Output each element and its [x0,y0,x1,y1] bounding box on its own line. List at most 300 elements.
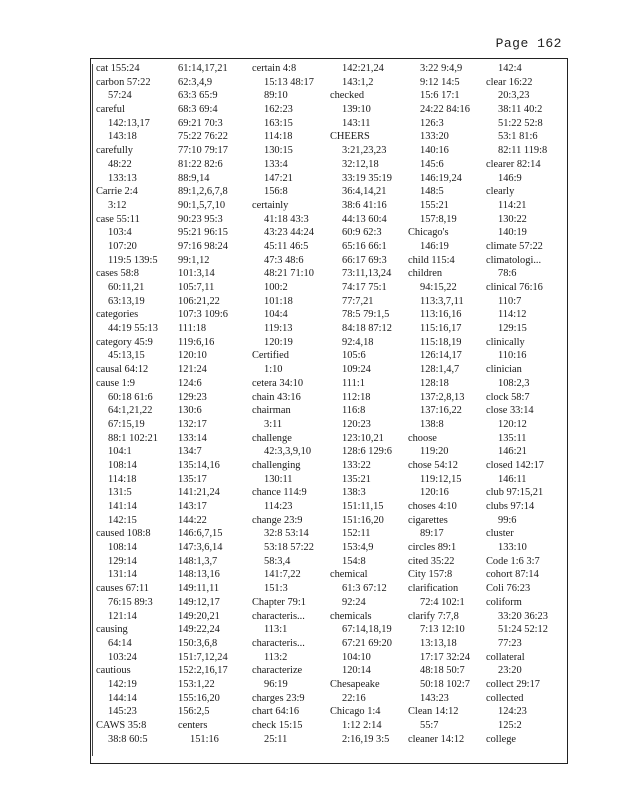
index-ref: 107:20 [108,240,137,252]
index-entry: cohort 87:14 [486,569,539,581]
index-entry: chemical [330,569,368,581]
index-ref: 146:11 [498,473,527,485]
index-entry: 120:10 [178,350,207,362]
index-ref: 67:14,18,19 [342,624,392,636]
index-entry: 135:17 [178,473,207,485]
margin-rule [92,64,93,756]
index-entry: 149:22,24 [178,624,220,636]
index-ref: 104:4 [264,309,288,321]
index-entry: Carrie 2:4 [96,186,138,198]
index-entry: chemicals [330,610,372,622]
index-entry: cetera 34:10 [252,377,304,389]
index-entry: Chicago 1:4 [330,706,381,718]
index-entry: charges 23:9 [252,692,305,704]
index-ref: 119:12,15 [420,473,462,485]
index-entry: challenging [252,459,301,471]
index-entry: cases 58:8 [96,268,139,280]
index-entry: category 45:9 [96,336,153,348]
index-ref: 115:18,19 [420,336,462,348]
index-ref: 65:16 66:1 [342,240,387,252]
index-entry: 121:24 [178,364,207,376]
index-ref: 44:13 60:4 [342,213,387,225]
index-ref: 22:16 [342,692,366,704]
index-entry: caused 108:8 [96,528,151,540]
index-ref: 133:13 [108,172,137,184]
index-ref: 156:8 [264,186,288,198]
index-entry: chart 64:16 [252,706,300,718]
index-ref: 130:15 [264,145,293,157]
index-entry: cigarettes [408,514,448,526]
index-ref: 133:20 [420,131,449,143]
index-entry: 63:3 65:9 [178,90,218,102]
index-ref: 114:18 [264,131,293,143]
index-ref: 146:9 [498,172,522,184]
index-ref: 104:1 [108,446,132,458]
index-ref: 113:3,7,11 [420,295,464,307]
index-column-6 [486,62,548,746]
index-ref: 45:13,15 [108,350,145,362]
index-ref: 63:13,19 [108,295,145,307]
index-ref: 94:15,22 [420,282,457,293]
index-entry: choose [408,432,437,444]
index-entry: 153:1,22 [178,678,215,690]
index-ref: 76:15 89:3 [108,596,153,608]
index-ref: 104:10 [342,651,371,663]
index-entry: 144:22 [178,514,207,526]
index-entry: causes 67:11 [96,583,149,595]
index-entry: 149:12,17 [178,596,220,608]
index-entry: 141:21,24 [178,487,220,499]
index-ref: 1:12 2:14 [342,720,382,731]
index-ref: 140:19 [498,227,527,239]
index-ref: 142:15 [108,514,137,526]
index-ref: 155:21 [420,199,449,211]
index-ref: 72:4 102:1 [420,596,465,608]
index-ref: 142:21,24 [342,63,384,74]
index-ref: 142:4 [498,63,522,74]
index-entry: clinical 76:16 [486,282,543,293]
index-ref: 78:5 79:1,5 [342,309,390,321]
index-ref: 138:8 [420,418,444,430]
index-entry: 147:3,6,14 [178,542,223,554]
index-ref: 128:1,4,7 [420,364,460,376]
index-entry: carefully [96,145,133,157]
index-entry: Coli 76:23 [486,583,531,595]
index-entry: characteris... [252,610,305,622]
index-entry: 105:7,11 [178,282,215,293]
index-ref: 24:22 84:16 [420,104,470,116]
index-ref: 120:12 [498,418,527,430]
index-ref: 64:1,21,22 [108,405,153,417]
index-entry: 107:3 109:6 [178,309,228,321]
index-entry: 135:14,16 [178,459,220,471]
index-ref: 55:7 [420,720,439,731]
index-entry: cautious [96,665,131,677]
index-ref: 141:14 [108,501,137,512]
index-ref: 143:11 [342,117,371,129]
index-ref: 48:21 71:10 [264,268,314,280]
index-entry: 151:7,12,24 [178,651,228,663]
index-ref: 137:16,22 [420,405,462,417]
index-ref: 113:1 [264,624,288,636]
index-entry: 129:23 [178,391,207,403]
index-ref: 60:11,21 [108,282,145,293]
index-ref: 60:18 61:6 [108,391,153,403]
index-ref: 38:11 40:2 [498,104,543,116]
index-entry: clearer 82:14 [486,158,541,170]
index-ref: 96:19 [264,678,288,690]
index-entry: children [408,268,443,280]
index-ref: 67:15,19 [108,418,145,430]
index-ref: 133:4 [264,158,288,170]
index-ref: 126:3 [420,117,444,129]
index-entry: clock 58:7 [486,391,530,403]
index-column-4 [330,62,392,746]
index-ref: 89:10 [264,90,288,102]
index-entry: CAWS 35:8 [96,720,147,731]
index-entry: cleaner 14:12 [408,733,465,745]
index-ref: 157:8,19 [420,213,457,225]
index-entry: child 115:4 [408,254,455,266]
index-entry: 88:9,14 [178,172,210,184]
index-ref: 50:18 102:7 [420,678,470,690]
index-ref: 48:18 50:7 [420,665,465,677]
index-ref: 151:3 [264,583,288,595]
index-ref: 15:6 17:1 [420,90,460,102]
index-column-5 [408,62,470,746]
index-ref: 48:22 [108,158,132,170]
index-entry: 130:6 [178,405,202,417]
index-ref: 114:21 [498,199,527,211]
index-ref: 154:8 [342,555,366,567]
index-entry: club 97:15,21 [486,487,544,499]
index-entry: cluster [486,528,514,540]
index-entry: City 157:8 [408,569,453,581]
index-ref: 120:19 [264,336,293,348]
index-ref: 51:22 52:8 [498,117,543,129]
index-ref: 163:15 [264,117,293,129]
index-entry: 124:6 [178,377,202,389]
index-ref: 103:24 [108,651,137,663]
index-entry: check 15:15 [252,720,303,731]
index-entry: 155:16,20 [178,692,220,704]
index-ref: 143:18 [108,131,137,143]
index-entry: close 33:14 [486,405,534,417]
page-number: Page 162 [495,36,562,51]
index-ref: 113:16,16 [420,309,462,321]
index-entry: 134:7 [178,446,202,458]
index-ref: 41:18 43:3 [264,213,309,225]
index-ref: 133:22 [342,459,371,471]
index-entry: characterize [252,665,303,677]
index-ref: 66:17 69:3 [342,254,387,266]
index-ref: 1:10 [264,364,283,376]
index-entry: 77:10 79:17 [178,145,228,157]
index-ref: 124:23 [498,706,527,718]
index-entry: 61:14,17,21 [178,63,228,74]
index-entry: Certified [252,350,289,362]
index-ref: 101:18 [264,295,293,307]
index-ref: 147:21 [264,172,293,184]
index-ref: 3:11 [264,418,283,430]
index-ref: 114:23 [264,501,293,512]
index-entry: Chicago's [408,227,449,239]
index-ref: 142:19 [108,678,137,690]
index-entry: closed 142:17 [486,459,545,471]
index-ref: 143:1,2 [342,76,374,88]
index-ref: 88:1 102:21 [108,432,158,444]
index-ref: 119:13 [264,323,293,335]
index-entry: causing [96,624,128,636]
index-entry: clear 16:22 [486,76,533,88]
index-ref: 131:14 [108,569,137,581]
index-ref: 152:11 [342,528,371,540]
index-entry: climatologi... [486,254,542,266]
index-entry: chose 54:12 [408,459,458,471]
index-ref: 82:11 119:8 [498,145,548,157]
index-ref: 114:12 [498,309,527,321]
index-entry: 99:1,12 [178,254,210,266]
index-entry: 133:14 [178,432,207,444]
index-entry: 148:13,16 [178,569,220,581]
index-column-1 [96,62,158,746]
index-ref: 103:4 [108,227,132,239]
index-ref: 111:1 [342,377,365,389]
index-ref: 33:20 36:23 [498,610,548,622]
index-ref: 162:23 [264,104,293,116]
index-ref: 89:17 [420,528,444,540]
index-entry: Code 1:6 3:7 [486,555,540,567]
index-entry: checked [330,90,365,102]
index-ref: 38:8 60:5 [108,733,148,745]
index-entry: clinician [486,364,522,376]
index-ref: 146:19 [420,240,449,252]
index-ref: 144:14 [108,692,137,704]
index-entry: 148:1,3,7 [178,555,218,567]
index-ref: 47:3 48:6 [264,254,304,266]
index-entry: college [486,733,516,745]
index-entry: 81:22 82:6 [178,158,223,170]
index-ref: 13:13,18 [420,637,457,649]
index-ref: 25:11 [264,733,288,745]
index-ref: 130:22 [498,213,527,225]
index-entry: 150:3,6,8 [178,637,218,649]
index-ref: 64:14 [108,637,132,649]
index-entry: cited 35:22 [408,555,455,567]
index-entry: 143:17 [178,501,207,512]
index-entry: climate 57:22 [486,240,543,252]
index-ref: 23:20 [498,665,522,677]
index-ref: 142:13,17 [108,117,150,129]
index-ref: 92:24 [342,596,366,608]
index-ref: 58:3,4 [264,555,291,567]
index-ref: 139:10 [342,104,371,116]
index-ref: 57:24 [108,90,132,102]
index-ref: 45:11 46:5 [264,240,309,252]
index-entry: cat 155:24 [96,63,140,74]
index-ref: 33:19 35:19 [342,172,392,184]
index-ref: 73:11,13,24 [342,268,392,280]
index-ref: 114:18 [108,473,137,485]
index-entry: chain 43:16 [252,391,301,403]
index-ref: 9:12 14:5 [420,76,460,88]
index-ref: 151:16,20 [342,514,384,526]
index-entry: careful [96,104,125,116]
index-ref: 61:3 67:12 [342,583,387,595]
index-entry: collateral [486,651,525,663]
index-ref: 145:23 [108,706,137,718]
index-ref: 78:6 [498,268,517,280]
index-entry: collected [486,692,524,704]
index-entry: 89:1,2,6,7,8 [178,186,228,198]
index-ref: 42:3,3,9,10 [264,446,312,458]
index-ref: 51:24 52:12 [498,624,548,636]
index-ref: 153:4,9 [342,542,374,554]
index-ref: 128:18 [420,377,449,389]
index-entry: certainly [252,199,289,211]
index-entry: 90:23 95:3 [178,213,223,225]
index-entry: 68:3 69:4 [178,104,218,116]
index-ref: 140:16 [420,145,449,157]
index-entry: clearly [486,186,515,198]
index-entry: 111:18 [178,323,207,335]
index-ref: 7:13 12:10 [420,624,465,636]
index-ref: 74:17 75:1 [342,282,387,293]
index-ref: 146:21 [498,446,527,458]
index-entry: 146:6,7,15 [178,528,223,540]
index-entry: coliform [486,596,522,608]
index-entry: Chapter 79:1 [252,596,306,608]
index-entry: Chesapeake [330,678,380,690]
index-ref: 3:12 [108,199,127,211]
index-ref: 32:12,18 [342,158,379,170]
index-ref: 119:20 [420,446,449,458]
index-ref: 38:6 41:16 [342,199,387,211]
index-entry: 75:22 76:22 [178,131,228,143]
index-ref: 108:14 [108,542,137,554]
index-ref: 84:18 87:12 [342,323,392,335]
index-entry: challenge [252,432,292,444]
index-column-2 [178,62,228,746]
index-ref: 129:15 [498,323,527,335]
index-ref: 145:6 [420,158,444,170]
index-ref: 135:11 [498,432,527,444]
index-entry: centers [178,720,208,731]
index-ref: 110:7 [498,295,522,307]
index-ref: 126:14,17 [420,350,462,362]
index-ref: 36:4,14,21 [342,186,387,198]
index-ref: 110:16 [498,350,527,362]
index-ref: 53:1 81:6 [498,131,538,143]
index-ref: 129:14 [108,555,137,567]
index-entry: 95:21 96:15 [178,227,228,239]
index-entry: 152:2,16,17 [178,665,228,677]
index-ref: 20:3,23 [498,90,530,102]
index-entry: clubs 97:14 [486,501,535,512]
index-ref: 131:5 [108,487,132,499]
index-ref: 137:2,8,13 [420,391,465,403]
index-ref: 116:8 [342,405,366,417]
index-ref: 92:4,18 [342,336,374,348]
index-ref: 67:21 69:20 [342,637,392,649]
index-entry: 69:21 70:3 [178,117,223,129]
index-entry: change 23:9 [252,514,303,526]
index-ref: 151:11,15 [342,501,384,512]
index-entry: clarification [408,583,459,595]
index-ref: 121:14 [108,610,137,622]
index-ref: 148:5 [420,186,444,198]
index-column-3 [252,62,314,746]
index-ref: 105:6 [342,350,366,362]
index-entry: 62:3,4,9 [178,76,213,88]
index-entry: characteris... [252,637,305,649]
index-ref: 108:14 [108,459,137,471]
index-entry: chance 114:9 [252,487,307,499]
index-ref: 125:2 [498,720,522,731]
index-entry: certain 4:8 [252,63,297,74]
index-entry: 90:1,5,7,10 [178,199,226,211]
index-ref: 99:6 [498,514,517,526]
index-ref: 60:9 62:3 [342,227,382,239]
index-ref: 115:16,17 [420,323,462,335]
index-ref: 15:13 48:17 [264,76,314,88]
index-ref: 151:16 [190,733,219,745]
index-ref: 100:2 [264,282,288,293]
index-entry: Clean 14:12 [408,706,459,718]
index-entry: choses 4:10 [408,501,457,512]
index-ref: 146:19,24 [420,172,462,184]
index-entry: 97:16 98:24 [178,240,228,252]
index-ref: 43:23 44:24 [264,227,314,239]
index-ref: 109:24 [342,364,371,376]
index-entry: 132:17 [178,418,207,430]
index-ref: 130:11 [264,473,293,485]
index-ref: 120:16 [420,487,449,499]
index-entry: 149:20,21 [178,610,220,622]
index-ref: 108:2,3 [498,377,530,389]
index-entry: circles 89:1 [408,542,457,554]
index-ref: 112:18 [342,391,371,403]
index-entry: 119:6,16 [178,336,215,348]
index-ref: 133:10 [498,542,527,554]
index-ref: 120:23 [342,418,371,430]
index-entry: 101:3,14 [178,268,215,280]
index-entry: carbon 57:22 [96,76,151,88]
index-ref: 3:22 9:4,9 [420,63,463,74]
index-entry: categories [96,309,139,321]
index-ref: 113:2 [264,651,288,663]
index-ref: 123:10,21 [342,432,384,444]
index-entry: cause 1:9 [96,377,135,389]
index-ref: 32:8 53:14 [264,528,309,540]
index-entry: CHEERS [330,131,370,143]
index-ref: 17:17 32:24 [420,651,470,663]
index-entry: clarify 7:7,8 [408,610,459,622]
index-entry: 156:2,5 [178,706,210,718]
index-ref: 135:21 [342,473,371,485]
index-ref: 44:19 55:13 [108,323,158,335]
index-ref: 77:7,21 [342,295,374,307]
index-entry: case 55:11 [96,213,140,225]
index-ref: 141:7,22 [264,569,301,581]
index-entry: clinically [486,336,525,348]
index-ref: 120:14 [342,665,371,677]
index-entry: chairman [252,405,291,417]
index-ref: 53:18 57:22 [264,542,314,554]
index-ref: 77:23 [498,637,522,649]
index-entry: causal 64:12 [96,364,149,376]
index-ref: 143:23 [420,692,449,704]
